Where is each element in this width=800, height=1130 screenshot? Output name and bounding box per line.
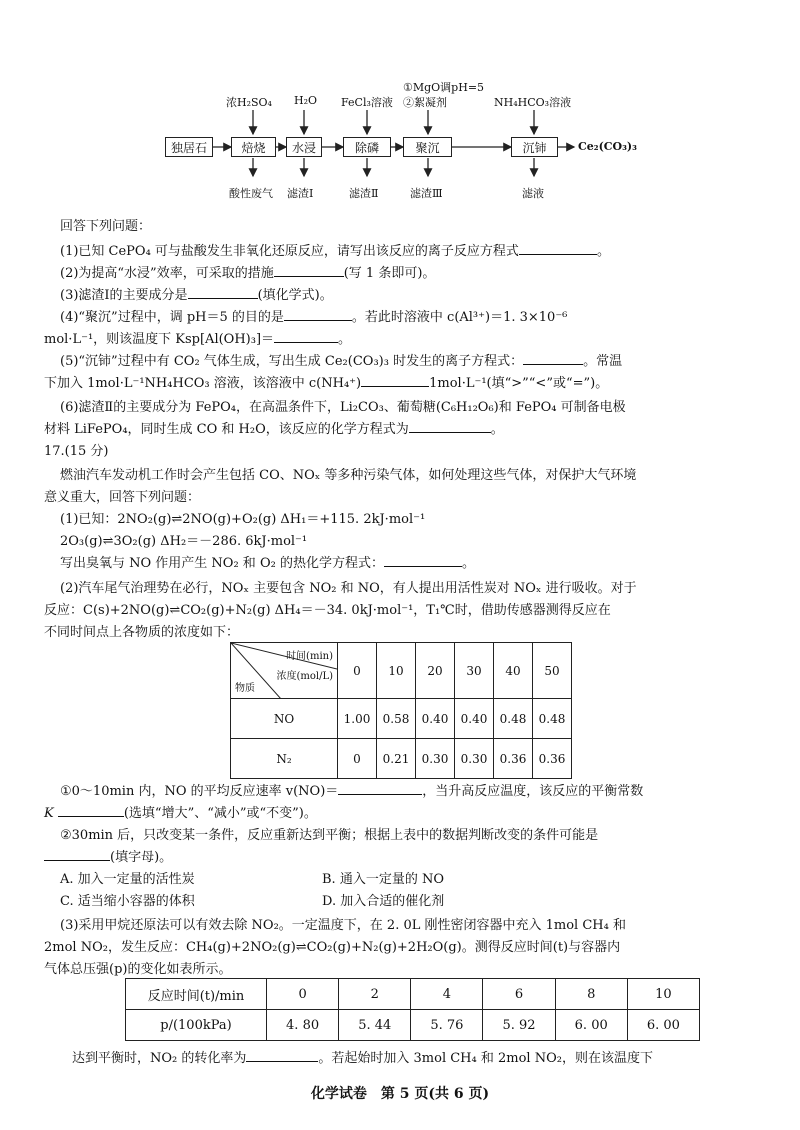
table-cell: 4 [411,979,483,1010]
flow-arrows [0,0,800,210]
q17-sub1-choice: (选填“增大”、“减小”或“不变”)。 [123,806,317,821]
table-cell: 5. 76 [411,1010,483,1041]
table-cell: 6. 00 [555,1010,627,1041]
flow-input-flocculant: ②絮凝剂 [403,96,447,109]
q17-sub2-cont [44,846,172,865]
answer-blank [284,306,352,321]
concentration-table [230,642,572,779]
q17-part2-b: 反应：C(s)+2NO(g)⇌CO₂(g)+N₂(g) ΔH₄＝－34. 0kJ·mol⁻¹，T₁℃时，借助传感器测得反应在 [44,603,611,618]
flow-input-h2so4: 浓H₂SO₄ [226,96,272,109]
table-corner-cell [231,643,338,699]
flow-input-nh4hco3: NH₄HCO₃溶液 [494,96,572,109]
answer-blank [519,240,597,255]
q17-part2-a: (2)汽车尾气治理势在必行，NOₓ 主要包含 NO₂ 和 NO，有人提出用活性炭对 NOₓ 进行吸收。对于 [60,581,637,596]
q16-part6-text: 材料 LiFePO₄，同时生成 CO 和 H₂O，该反应的化学方程式为 [44,422,409,437]
row-header-time: 反应时间(t)/min [126,979,267,1010]
table-cell: 0.58 [377,699,416,739]
option-c: C. 适当缩小容器的体积 [60,894,195,909]
q17-sub2-note: (填字母)。 [110,850,173,865]
q17-sub1-text: ①0～10min 内，NO 的平均反应速率 v(NO)＝ [60,784,339,799]
q16-part1: (1)已知 CePO₄ 可与盐酸发生非氧化还原反应，请写出该反应的离子反应方程式 。 [60,240,610,259]
flow-output-acid-gas: 酸性废气 [229,187,273,200]
process-flowchart [0,0,800,210]
q17-part3-a: (3)采用甲烷还原法可以有效去除 NO₂。一定温度下，在 2. 0L 刚性密闭容器中充入 1mol CH₄ 和 [60,918,626,933]
q16-part2 [60,262,435,281]
table-cell: 1.00 [338,699,377,739]
q16-part2-note: (写 1 条即可)。 [343,266,436,281]
table-row [231,699,572,739]
table-row [126,979,700,1010]
table-row [231,739,572,779]
flow-output-residue-2: 滤渣Ⅱ [349,187,379,200]
flow-box-dephos: 除磷 [343,137,391,157]
q16-part1-text: (1)已知 CePO₄ 可与盐酸发生非氧化还原反应，请写出该反应的离子反应方程式 [60,244,519,259]
flow-box-precipitate-ce: 沉铈 [511,137,558,157]
table-cell: 0 [338,739,377,779]
row-header-pressure: p/(100kPa) [126,1010,267,1041]
q16-part6: (6)滤渣Ⅱ的主要成分为 FePO₄，在高温条件下，Li₂CO₃、葡萄糖(C₆H₁₂O₆)和 FePO₄ 可制备电极 [60,400,626,415]
answer-blank [274,328,338,343]
time-header: 20 [416,643,455,699]
table-cell: 6. 00 [627,1010,699,1041]
q16-part5-cont [44,372,608,391]
flow-output-filtrate: 滤液 [522,187,544,200]
q17-part2-c: 不同时间点上各物质的浓度如下： [44,625,240,640]
q17-header: 17.(15 分) [44,444,109,459]
table-cell: 0.30 [416,739,455,779]
q16-part4-text: (4)“聚沉”过程中，调 pH＝5 的目的是 [60,310,284,325]
q17-k-symbol: K [44,806,54,821]
q16-part5-solution: 下加入 1mol·L⁻¹NH₄HCO₃ 溶液，该溶液中 c(NH₄⁺) [44,376,362,391]
q16-part5-text: (5)“沉铈”过程中有 CO₂ 气体生成，写出生成 Ce₂(CO₃)₃ 时发生的离子方程式： [60,354,524,369]
table-cell: 10 [627,979,699,1010]
option-a: A. 加入一定量的活性炭 [60,872,195,887]
flow-box-roast: 焙烧 [231,137,276,157]
flow-output-residue-3: 滤渣Ⅲ [410,187,443,200]
q16-part4-cont: mol·L⁻¹，则该温度下 Ksp[Al(OH)₃]＝ 。 [44,328,351,347]
time-header: 0 [338,643,377,699]
answer-blank [338,780,422,795]
q17-sub2: ②30min 后，只改变某一条件，反应重新达到平衡；根据上表中的数据判断改变的条件可能是 [60,828,599,843]
table-cell: 0.36 [494,739,533,779]
q16-part3-text: (3)滤渣Ⅰ的主要成分是 [60,288,188,303]
q17-part3-ask-tail: 。若起始时加入 3mol CH₄ 和 2mol NO₂，则在该温度下 [318,1051,653,1066]
time-header: 30 [455,643,494,699]
corner-substance-label: 物质 [235,683,255,694]
answer-blank [188,284,258,299]
q16-part3-note: (填化学式)。 [257,288,333,303]
row-label: NO [231,699,338,739]
flow-input-mgo: ①MgO调pH=5 [403,81,485,94]
answer-blank [523,350,583,365]
q17-part3-ask-text: 达到平衡时，NO₂ 的转化率为 [72,1051,247,1066]
q17-part1-ask: 写出臭氧与 NO 作用产生 NO₂ 和 O₂ 的热化学方程式： 。 [60,552,475,571]
table-cell: 8 [555,979,627,1010]
q17-part3-ask [72,1047,653,1066]
table-cell: 0.36 [533,739,572,779]
q16-part5-tail: 。常温 [583,354,623,369]
q16-part5-choice: 1mol·L⁻¹(填“>”“<”或“=”)。 [429,376,609,391]
q17-eq-1: (1)已知：2NO₂(g)⇌2NO(g)+O₂(g) ΔH₁＝+115. 2kJ·mol⁻¹ [60,512,426,527]
corner-conc-label: 浓度(mol/L) [276,671,333,682]
table-cell: 0.30 [455,739,494,779]
option-d: D. 加入合适的催化剂 [322,894,445,909]
q17-intro-1: 燃油汽车发动机工作时会产生包括 CO、NOₓ 等多种污染气体，如何处理这些气体，对保护大气环境 [60,468,637,483]
table-cell: 0.40 [416,699,455,739]
q17-sub1-cont [44,802,317,821]
corner-time-label: 时间(min) [286,651,333,662]
table-cell: 0.21 [377,739,416,779]
row-label: N₂ [231,739,338,779]
q16-part2-text: (2)为提高“水浸”效率，可采取的措施 [60,266,274,281]
q16-part3 [60,284,333,303]
table-cell: 0 [267,979,339,1010]
q16-part5 [60,350,622,369]
q16-part4-ksp: mol·L⁻¹，则该温度下 Ksp[Al(OH)₃]＝ [44,332,275,347]
table-cell: 6 [483,979,555,1010]
table-cell: 5. 92 [483,1010,555,1041]
pressure-table [125,978,700,1041]
table-cell: 0.48 [533,699,572,739]
q17-sub1-tail: ，当升高反应温度，该反应的平衡常数 [422,784,644,799]
q17-sub1 [60,780,643,799]
answer-blank [44,846,110,861]
table-cell: 4. 80 [267,1010,339,1041]
table-row [231,643,572,699]
q16-part6-cont: 材料 LiFePO₄，同时生成 CO 和 H₂O，该反应的化学方程式为 。 [44,418,504,437]
flow-box-leach: 水浸 [286,137,322,157]
answer-blank [361,372,429,387]
q16-part4 [60,306,567,325]
flow-box-start: 独居石 [165,137,213,157]
q17-eq-2: 2O₃(g)⇌3O₂(g) ΔH₂＝－286. 6kJ·mol⁻¹ [60,534,308,549]
time-header: 40 [494,643,533,699]
time-header: 50 [533,643,572,699]
table-cell: 5. 44 [339,1010,411,1041]
time-header: 10 [377,643,416,699]
answer-blank [384,552,462,567]
q17-part3-c: 气体总压强(p)的变化如表所示。 [44,962,232,977]
option-b: B. 通入一定量的 NO [322,872,444,887]
q17-part3-b: 2mol NO₂，发生反应：CH₄(g)+2NO₂(g)⇌CO₂(g)+N₂(g)+2H₂O(g)。测得反应时间(t)与容器内 [44,940,621,955]
answer-blank [409,418,491,433]
flow-product: Ce₂(CO₃)₃ [578,140,637,153]
page-footer: 化学试卷 第 5 页(共 6 页) [310,1086,490,1102]
answer-blank [246,1047,318,1062]
q17-part1-text: 写出臭氧与 NO 作用产生 NO₂ 和 O₂ 的热化学方程式： [60,556,384,571]
table-cell: 2 [339,979,411,1010]
flow-input-water: H₂O [294,94,318,107]
q16-part4-cond: 。若此时溶液中 c(Al³⁺)＝1. 3×10⁻⁶ [351,310,568,325]
table-cell: 0.40 [455,699,494,739]
q16-intro: 回答下列问题： [60,219,152,234]
answer-blank [274,262,344,277]
answer-blank [58,802,124,817]
flow-input-fecl3: FeCl₃溶液 [341,96,393,109]
table-row [126,1010,700,1041]
q17-intro-2: 意义重大，回答下列问题： [44,490,201,505]
table-cell: 0.48 [494,699,533,739]
flow-output-residue-1: 滤渣Ⅰ [287,187,314,200]
flow-box-coagulate: 聚沉 [403,137,452,157]
